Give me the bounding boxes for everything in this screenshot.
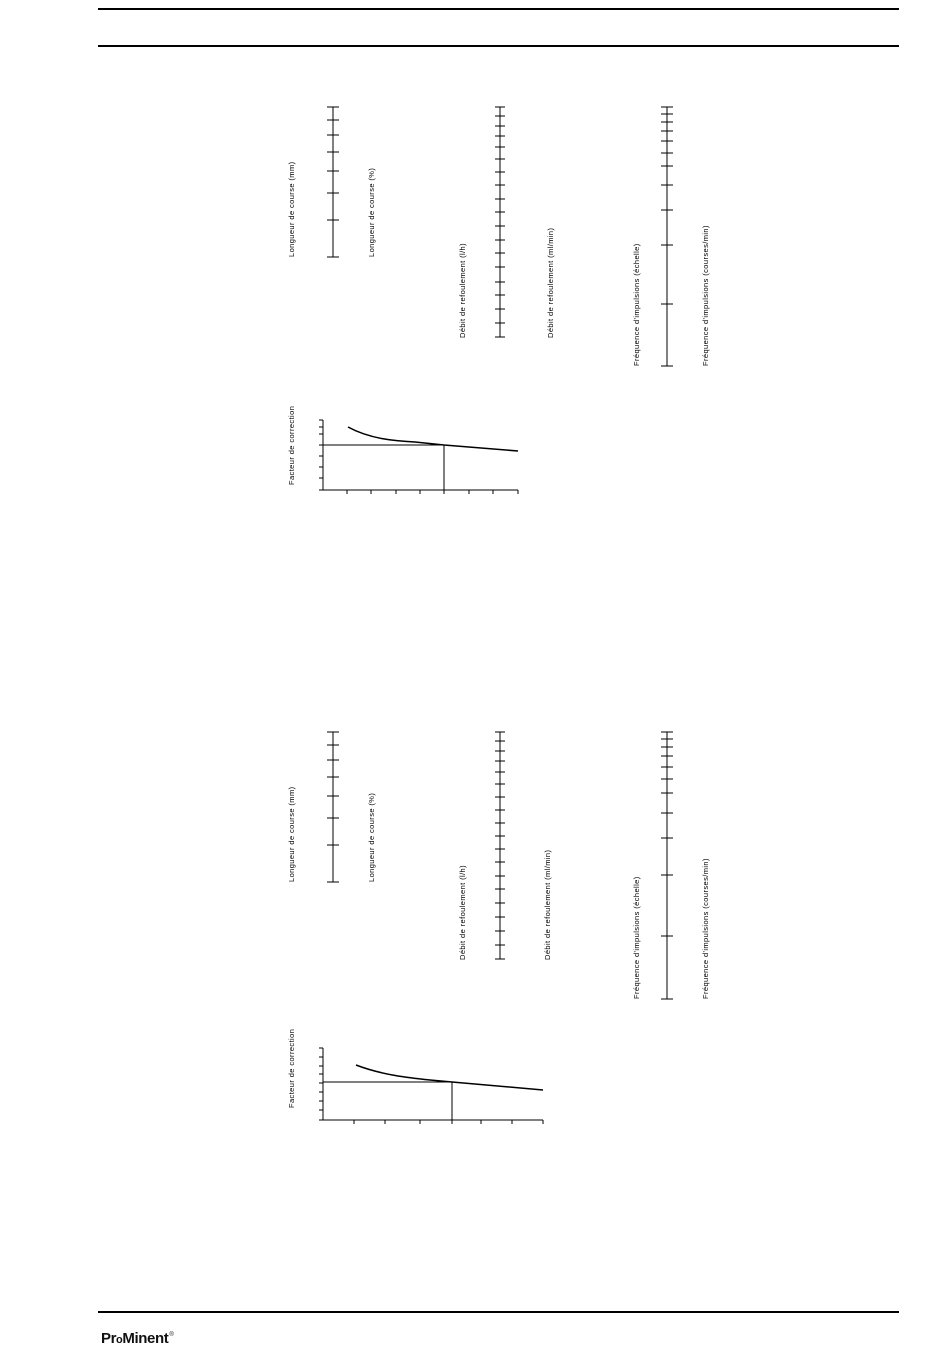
correction-factor-graph — [310, 410, 550, 510]
label-flow-mlmin: Débit de refoulement (ml/min) — [546, 227, 555, 338]
label-correction-factor: Facteur de correction — [287, 1028, 296, 1108]
scale-stroke-length — [320, 102, 350, 262]
label-correction-factor: Facteur de correction — [287, 405, 296, 485]
label-stroke-pct: Longueur de course (%) — [367, 167, 376, 257]
label-stroke-mm: Longueur de course (mm) — [287, 161, 296, 257]
label-flow-lh: Débit de refoulement (l/h) — [458, 242, 467, 338]
label-freq-spm: Fréquence d'impulsions (courses/min) — [701, 858, 710, 999]
header-bottom-rule — [98, 45, 899, 47]
label-stroke-mm: Longueur de course (mm) — [287, 786, 296, 882]
scale-flow — [490, 727, 510, 967]
scale-frequency — [657, 102, 677, 372]
label-flow-lh: Débit de refoulement (l/h) — [458, 864, 467, 960]
label-stroke-pct: Longueur de course (%) — [367, 792, 376, 882]
scale-stroke-length — [320, 727, 350, 887]
header-top-rule — [98, 8, 899, 10]
correction-factor-graph — [310, 1040, 560, 1140]
label-freq-spm: Fréquence d'impulsions (courses/min) — [701, 225, 710, 366]
label-freq-scale: Fréquence d'impulsions (échelle) — [632, 243, 641, 366]
prominent-logo: ProMinent® — [101, 1330, 174, 1347]
scale-flow — [490, 102, 510, 342]
scale-frequency — [657, 727, 677, 1007]
footer-rule — [98, 1311, 899, 1313]
label-flow-mlmin: Débit de refoulement (ml/min) — [543, 849, 552, 960]
label-freq-scale: Fréquence d'impulsions (échelle) — [632, 876, 641, 999]
